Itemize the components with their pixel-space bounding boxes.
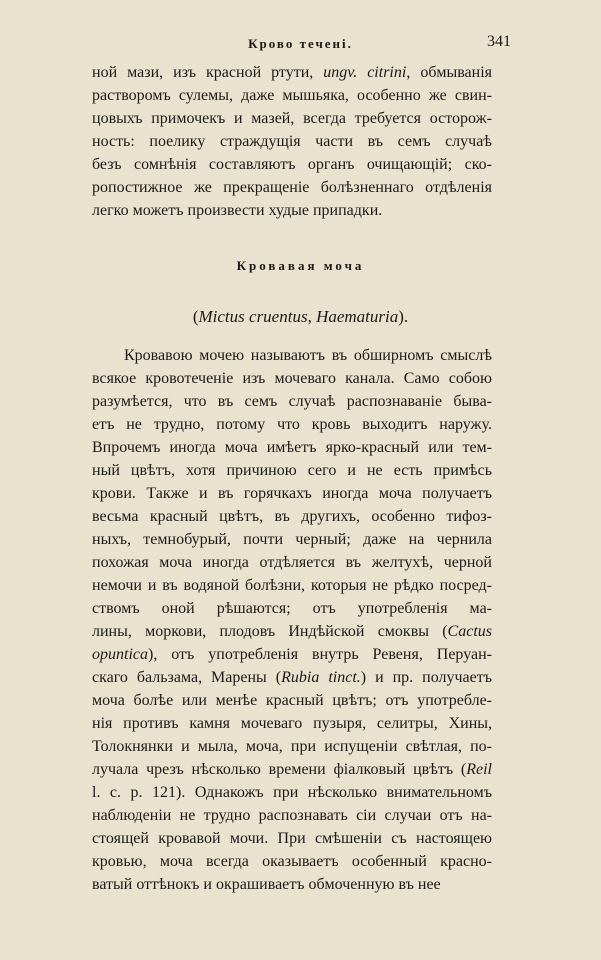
text-line — [92, 666, 492, 689]
text-segment: ропостижное же прекращеніе болѣзненнаго отдѣленія — [92, 179, 492, 196]
text-line — [92, 758, 492, 781]
section-subtitle — [0, 307, 601, 327]
text-segment: ), отъ употребленія внутрь Ревеня, Перуан- — [148, 646, 492, 663]
text-segment: стоящей кровавой мочи. При смѣшеніи съ настоящею — [92, 830, 492, 847]
text-segment: разумѣется, что въ семъ случаѣ распознаваніе быва- — [92, 393, 492, 410]
text-line — [92, 84, 492, 107]
text-line — [92, 130, 492, 153]
text-segment: Впрочемъ иногда моча имѣетъ ярко-красный или тем- — [92, 439, 492, 456]
text-line — [92, 413, 492, 436]
text-segment: ). — [398, 307, 409, 326]
text-line — [92, 344, 492, 367]
running-title: Крово течені. — [248, 36, 353, 51]
text-line — [92, 482, 492, 505]
text-line — [92, 390, 492, 413]
text-line — [92, 689, 492, 712]
text-segment: лучала чрезъ нѣсколько времени фіалковый цвѣтъ ( — [92, 761, 467, 778]
text-line — [92, 199, 492, 222]
text-segment: ность: поелику страждущія части въ семъ случаѣ — [92, 133, 492, 150]
text-line — [92, 176, 492, 199]
text-segment: ( — [192, 307, 199, 326]
text-segment: растворомъ сулемы, даже мышьяка, особенно же свин- — [92, 87, 492, 104]
text-segment: Haematuria — [316, 307, 399, 326]
text-line — [92, 850, 492, 873]
text-segment: , обмыванія — [406, 64, 493, 81]
text-segment: моча болѣе или менѣе красный цвѣтъ; отъ употребле- — [92, 692, 492, 709]
text-segment: ungv. citrini — [323, 64, 407, 81]
text-segment: похожая моча иногда отдѣляется въ желтухѣ, черной — [92, 554, 492, 571]
text-segment: Толокнянки и мыла, моча, при испущеніи свѣтлая, по- — [92, 738, 492, 755]
text-segment: ) и пр. получаетъ — [360, 669, 493, 686]
text-segment: Cactus — [447, 623, 492, 640]
text-line — [92, 367, 492, 390]
text-segment: , — [307, 307, 317, 326]
text-line — [92, 827, 492, 850]
text-segment: Кровавою мочею называютъ въ обширномъ смыслѣ — [124, 347, 492, 364]
text-line — [92, 574, 492, 597]
text-segment: наблюденіи не трудно распознавать сіи случаи отъ на- — [92, 807, 492, 824]
text-segment: Rubia tinct. — [281, 669, 361, 686]
text-segment: ной мази, изъ красной ртути, — [92, 64, 324, 81]
page-number: 341 — [487, 33, 511, 50]
text-line — [92, 153, 492, 176]
text-segment: нія противъ камня мочеваго пузыря, селитры, Хины, — [92, 715, 492, 732]
text-line — [92, 551, 492, 574]
text-line — [92, 804, 492, 827]
text-segment: ный цвѣтъ, хотя причиною сего и не есть примѣсь — [92, 462, 492, 479]
text-line — [92, 735, 492, 758]
text-line — [92, 597, 492, 620]
text-line — [92, 107, 492, 130]
section-title: Кровавая моча — [236, 258, 365, 273]
text-segment: Reil — [466, 761, 492, 778]
text-segment: ствомъ оной рѣшаются; отъ употребленія ма- — [92, 600, 492, 617]
text-segment: l. c. p. 121). Однакожъ при нѣсколько внимательномъ — [92, 784, 492, 801]
text-line — [92, 712, 492, 735]
text-segment: скаго бальзама, Марены ( — [92, 669, 282, 686]
text-segment: немочи и въ водяной болѣзни, которыя не рѣдко посред- — [92, 577, 492, 594]
text-segment: opuntica — [92, 646, 148, 663]
text-line — [92, 459, 492, 482]
text-segment: безъ сомнѣнія составляютъ органъ очищающій; ско- — [92, 156, 492, 173]
text-segment: Mictus cruentus — [198, 307, 308, 326]
text-segment: весьма красный цвѣтъ, въ другихъ, особенно тифоз- — [92, 508, 492, 525]
paragraph-continued — [92, 61, 492, 222]
text-line — [92, 620, 492, 643]
text-line — [92, 436, 492, 459]
page-header — [0, 33, 601, 56]
paragraph-haematuria — [92, 344, 492, 896]
text-segment: легко можетъ произвести худые припадки. — [92, 202, 383, 219]
text-segment: ныхъ, темнобурый, почти черный; даже на чернила — [92, 531, 492, 548]
text-line — [92, 781, 492, 804]
text-segment: кровью, моча всегда оказываетъ особенный красно- — [92, 853, 492, 870]
text-line — [92, 873, 492, 896]
text-line — [92, 528, 492, 551]
text-line — [92, 505, 492, 528]
text-segment: етъ не трудно, потому что кровь выходитъ наружу. — [92, 416, 492, 433]
text-line — [92, 61, 492, 84]
text-segment: крови. Также и въ горячкахъ иногда моча получаетъ — [92, 485, 492, 502]
text-segment: всякое кровотеченіе изъ мочеваго канала. Само собою — [92, 370, 492, 387]
text-segment: ватый оттѣнокъ и окрашиваетъ обмоченную въ нее — [92, 876, 441, 893]
text-segment: лины, моркови, плодовъ Индѣйской смоквы ( — [92, 623, 448, 640]
text-line — [92, 643, 492, 666]
text-segment: цовыхъ примочекъ и мазей, всегда требуется осторож- — [92, 110, 492, 127]
